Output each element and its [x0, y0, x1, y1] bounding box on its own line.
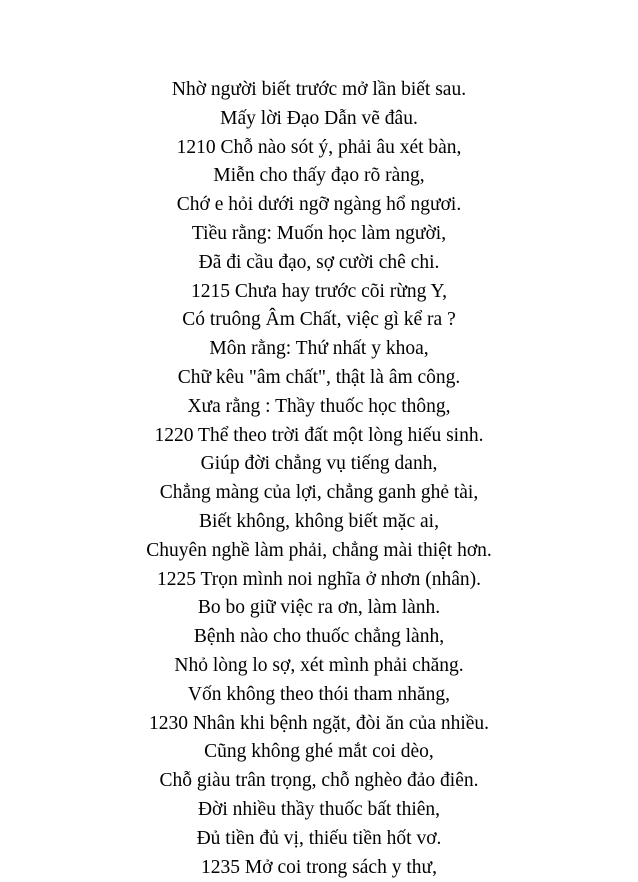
poem-line: Miễn cho thấy đạo rõ ràng,: [213, 165, 425, 187]
poem-line: Nhỏ lòng lo sợ, xét mình phải chăng.: [174, 654, 464, 676]
poem-line: Xưa rằng : Thầy thuốc học thông,: [187, 395, 451, 417]
poem-line: Chỗ giàu trân trọng, chỗ nghèo đảo điên.: [159, 770, 479, 792]
poem-line: Bệnh nào cho thuốc chẳng lành,: [193, 626, 445, 648]
poem-line: 1215 Chưa hay trước cõi rừng Y,: [191, 280, 447, 302]
poem-line: 1220 Thể theo trời đất một lòng hiếu sinh.: [154, 424, 484, 446]
poem-line: Vốn không theo thói tham nhăng,: [187, 683, 451, 705]
poem-line: 1225 Trọn mình noi nghĩa ở nhơn (nhân).: [157, 568, 481, 590]
poem-line: 1210 Chỗ nào sót ý, phải âu xét bàn,: [176, 136, 462, 158]
poem-line: Đời nhiều thầy thuốc bất thiên,: [197, 798, 441, 820]
poem-line: 1230 Nhân khi bệnh ngặt, đòi ăn của nhiều.: [148, 712, 490, 734]
poem-line: Nhờ người biết trước mở lần biết sau.: [171, 79, 467, 100]
poem-line: Biết không, không biết mặc ai,: [199, 510, 439, 532]
poem-line: Đã đi cầu đạo, sợ cười chê chi.: [198, 251, 440, 273]
poem-line: Chẳng màng của lợi, chẳng ganh ghẻ tài,: [159, 482, 479, 504]
poem-line: Chuyên nghề làm phải, chẳng mài thiệt hơn.: [146, 539, 492, 561]
poem-line: Chữ kêu "âm chất", thật là âm công.: [177, 366, 461, 388]
poem-line: Cũng không ghé mắt coi dèo,: [204, 741, 434, 763]
poem-line: Đủ tiền đủ vị, thiếu tiền hốt vơ.: [196, 827, 442, 849]
poem-line: Chớ e hỏi dưới ngỡ ngàng hổ ngươi.: [176, 194, 462, 216]
poem-line: Môn rằng: Thứ nhất y khoa,: [209, 338, 429, 360]
poem-line: Mấy lời Đạo Dẫn vẽ đâu.: [220, 107, 418, 129]
poem-line: 1235 Mở coi trong sách y thư,: [201, 856, 437, 878]
poem-line: Tiều rằng: Muốn học làm người,: [191, 222, 447, 244]
poem-text: [0, 76, 638, 882]
poem-line: Có truông Âm Chất, việc gì kể ra ?: [182, 309, 456, 331]
poem-line: Giúp đời chẳng vụ tiếng danh,: [200, 453, 438, 475]
poem-line: Bo bo giữ việc ra ơn, làm lành.: [197, 597, 441, 619]
